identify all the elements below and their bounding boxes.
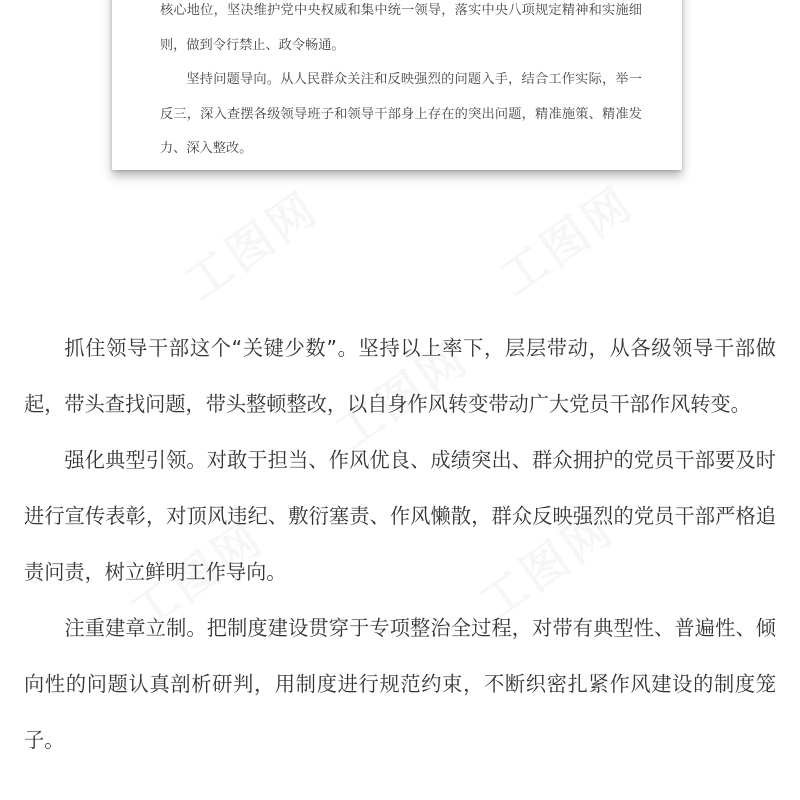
- card-content: [160, 0, 642, 167]
- card-paragraph: 核心地位，坚决维护党中央权威和集中统一领导，落实中央八项规定精神和实施细则，做到令行禁止、政令畅通。: [160, 3, 642, 53]
- body-paragraph: 抓住领导干部这个“关键少数”。坚持以上率下，层层带动，从各级领导干部做起，带头查找问题，带头整顿整改，以自身作风转变带动广大党员干部作风转变。: [24, 336, 776, 416]
- body-paragraph: 强化典型引领。对敢于担当、作风优良、成绩突出、群众拥护的党员干部要及时进行宣传表彰，对顶风违纪、敷衍塞责、作风懒散，群众反映强烈的党员干部严格追责问责，树立鲜明工作导向。: [24, 448, 776, 584]
- card-paragraph: 坚持问题导向。从人民群众关注和反映强烈的问题入手，结合工作实际，举一反三，深入查摆各级领导班子和领导干部身上存在的突出问题，精准施策、精准发力、深入整改。: [160, 72, 642, 156]
- watermark: [170, 173, 331, 313]
- article-body: [24, 320, 776, 768]
- document-card: [112, 0, 682, 170]
- watermark: [485, 168, 646, 308]
- body-paragraph: 注重建章立制。把制度建设贯穿于专项整治全过程，对带有典型性、普遍性、倾向性的问题认真剖析研判，用制度进行规范约束，不断织密扎紧作风建设的制度笼子。: [24, 616, 776, 752]
